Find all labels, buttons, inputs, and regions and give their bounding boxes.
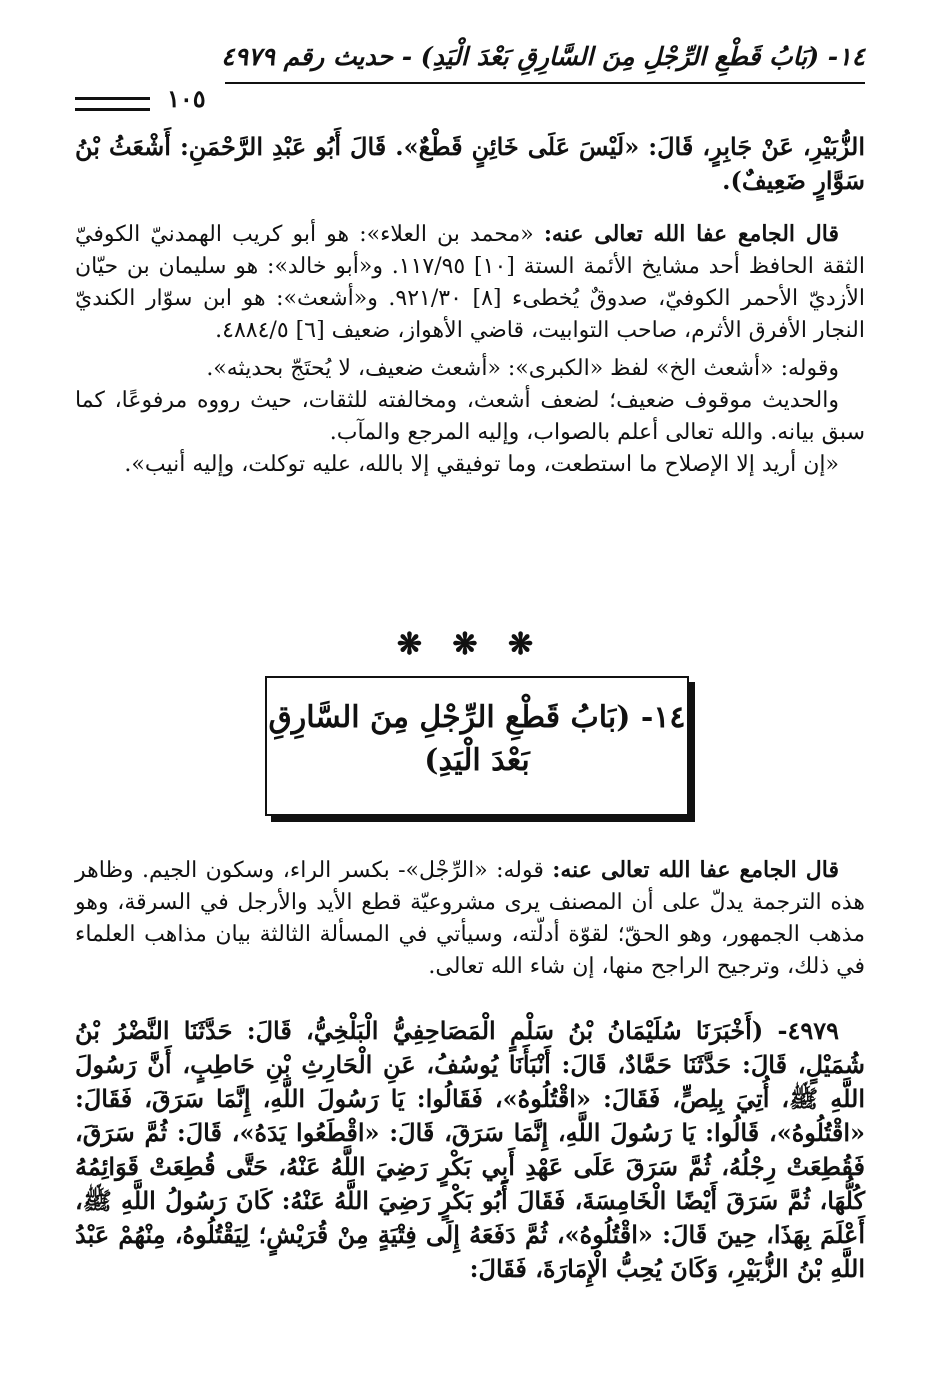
chapter-title-line2: بَعْدَ الْيَدِ) <box>424 743 530 778</box>
page-number-block <box>75 82 235 113</box>
hadith-block <box>75 1014 865 1286</box>
commentary-ruling: والحديث موقوف ضعيف؛ لضعف أشعث، ومخالفته للثقات، حيث رووه مرفوعًا، كما سبق بيانه. والله تعالى أعلم بالصواب، وإليه المرجع والمآب. <box>75 388 865 445</box>
chapter-title-line1: ١٤- (بَابُ قَطْعِ الرِّجْلِ مِنَ السَّارِقِ <box>268 700 686 735</box>
chapter-commentary-body: قوله: «الرِّجْل»- بكسر الراء، وسكون الجيم. وظاهر هذه الترجمة يدلّ على أن المصنف يرى مشروعيّة قطع الأيد والأرجل في السرقة، وهو مذهب الجمهور، وهو الحقّ؛ لقوّة أدلّته، وسيأتي في المسألة الثالثة بيان مذاهب العلماء في ذلك، وترجيح الراجح منها، إن شاء الله تعالى. <box>75 858 865 979</box>
hadith-continuation: الزُّبَيْرِ، عَنْ جَابِرٍ، قَالَ: «لَيْسَ عَلَى خَائِنٍ قَطْعٌ». قَالَ أَبُو عَبْدِ الرَّحْمَنِ: أَشْعَثُ بْنُ سَوَّارٍ ضَعِيفٌ). <box>75 132 865 195</box>
chapter-commentary <box>75 854 865 983</box>
commentary-narrators <box>75 218 865 347</box>
section-separator: ❋ ❋ ❋ <box>396 627 544 662</box>
commentary-block <box>75 218 865 481</box>
chapter-commentary-lead: قال الجامع عفا الله تعالى عنه: <box>552 857 839 883</box>
commentary-lead: قال الجامع عفا الله تعالى عنه: <box>543 221 839 247</box>
running-head-title: ١٤- (بَابُ قَطْعِ الرِّجْلِ مِنَ السَّارِقِ بَعْدَ الْيَدِ) - حديث رقم ٤٩٧٩ <box>221 42 865 71</box>
top-hadith-text <box>75 130 865 198</box>
page-number: ١٠٥ <box>167 84 206 113</box>
chapter-heading-box <box>265 676 689 816</box>
page-number-rule <box>75 97 150 111</box>
running-head <box>75 42 865 113</box>
commentary-closing: «إن أريد إلا الإصلاح ما استطعت، وما توفيقي إلا بالله، عليه توكلت، وإليه أنيب». <box>124 452 839 477</box>
header-rule <box>225 82 865 84</box>
hadith-4979: ٤٩٧٩- (أَخْبَرَنَا سُلَيْمَانُ بْنُ سَلْمٍ الْمَصَاحِفِيُّ الْبَلْخِيُّ، قَالَ: حَدَّثَنَا النَّضْرُ بْنُ شُمَيْلٍ، قَالَ: حَدَّثَنَا حَمَّادٌ، قَالَ: أَنْبَأَنَا يُوسُفُ، عَنِ الْحَارِثِ بْنِ حَاطِبٍ، أَنَّ رَسُولَ اللَّهِ ﷺ، أُتِيَ بِلِصٍّ، فَقَالَ: «اقْتُلُوهُ»، فَقَالُوا: يَا رَسُولَ اللَّهِ، إِنَّمَا سَرَقَ، فَقَالَ: «اقْتُلُوهُ»، قَالُوا: يَا رَسُولَ اللَّهِ، إِنَّمَا سَرَقَ، قَالَ: «اقْطَعُوا يَدَهُ»، قَالَ: ثُمَّ سَرَقَ، فَقُطِعَتْ رِجْلُهُ، ثُمَّ سَرَقَ عَلَى عَهْدِ أَبِي بَكْرٍ رَضِيَ اللَّهُ عَنْهُ، حَتَّى قُطِعَتْ قَوَائِمُهُ كُلُّهَا، ثُمَّ سَرَقَ أَيْضًا الْخَامِسَةَ، فَقَالَ أَبُو بَكْرٍ رَضِيَ اللَّهُ عَنْهُ: كَانَ رَسُولُ اللَّهِ ﷺ، أَعْلَمَ بِهَذَا، حِينَ قَالَ: «اقْتُلُوهُ»، ثُمَّ دَفَعَهُ إِلَى فِتْيَةٍ مِنْ قُرَيْشٍ؛ لِيَقْتُلُوهُ، مِنْهُمْ عَبْدُ اللَّهِ بْنُ الزُّبَيْرِ، وَكَانَ يُحِبُّ الْإِمَارَةَ، فَقَالَ: <box>75 1016 865 1283</box>
book-page <box>75 42 865 1342</box>
commentary-body: «محمد بن العلاء»: هو أبو كريب الهمدنيّ الكوفيّ الثقة الحافظ أحد مشايخ الأئمة الستة [١٠] ١١٧/٩٥. و«أبو خالد»: هو سليمان بن حيّان الأزديّ الأحمر الكوفيّ، صدوقٌ يُخطىء [٨] ٩٢١/٣٠. و«أشعث»: هو ابن سوّار الكنديّ النجار الأفرق الأثرم، صاحب التوابيت، قاضي الأهواز، ضعيف [٦] ٤٨٨٤/٥. <box>75 222 865 343</box>
commentary-quote: وقوله: «أشعث الخ» لفظ «الكبرى»: «أشعث ضعيف، لا يُحتَجّ بحديثه». <box>206 356 839 381</box>
chapter-commentary-para <box>75 854 865 983</box>
